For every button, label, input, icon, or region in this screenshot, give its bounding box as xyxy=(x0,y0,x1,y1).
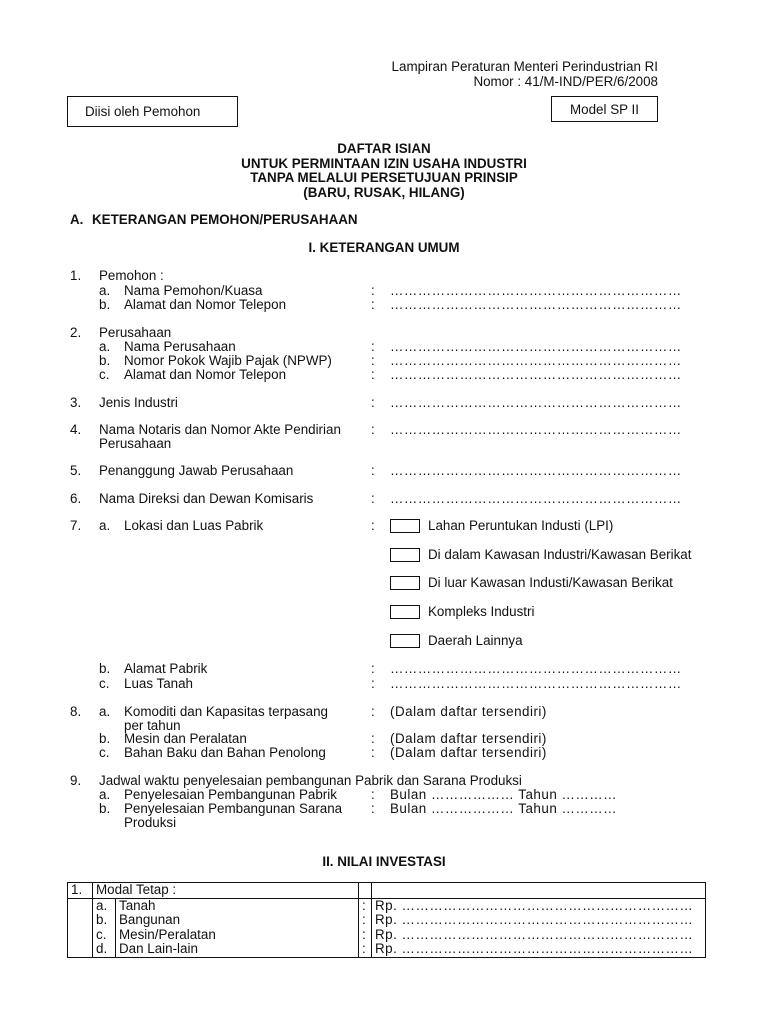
field-row xyxy=(70,731,710,746)
colon: : xyxy=(371,801,375,816)
item-8 xyxy=(70,704,710,719)
item-4-cont xyxy=(70,436,710,451)
field-label: Nama Pemohon/Kuasa xyxy=(124,283,263,298)
title-line: TANPA MELALUI PERSETUJUAN PRINSIP xyxy=(250,170,518,185)
checkbox-label: Daerah Lainnya xyxy=(428,633,523,648)
field-letter: c. xyxy=(99,676,110,691)
item-label: Jenis Industri xyxy=(99,395,178,410)
checkbox-outside-estate[interactable] xyxy=(390,576,420,590)
fill-in-blank[interactable]: ……………………………………………………… xyxy=(390,297,682,312)
item-number: 5. xyxy=(70,463,82,478)
checkbox-other-area[interactable] xyxy=(390,634,420,648)
amount-blank[interactable]: Rp. ……………………………………………………… xyxy=(372,898,706,913)
checkbox-label: Di luar Kawasan Industi/Kawasan Berikat xyxy=(428,575,673,590)
field-label: Bahan Baku dan Bahan Penolong xyxy=(124,745,326,760)
field-row xyxy=(70,339,710,354)
colon: : xyxy=(371,704,375,719)
fill-in-blank[interactable]: ……………………………………………………… xyxy=(390,339,682,354)
field-label: Nomor Pokok Wajib Pajak (NPWP) xyxy=(124,353,332,368)
field-label: per tahun xyxy=(124,718,181,733)
applicant-box-label: Diisi oleh Pemohon xyxy=(85,104,201,119)
field-row xyxy=(70,801,710,816)
investment-table xyxy=(67,882,706,958)
item-9-cont xyxy=(70,815,710,830)
applicant-box xyxy=(67,96,238,127)
table-cell: Tanah xyxy=(116,898,359,913)
table-cell: Bangunan xyxy=(116,913,359,928)
item-5 xyxy=(70,463,710,478)
item-label: Pemohon : xyxy=(99,268,164,283)
table-cell xyxy=(68,942,93,957)
item-3 xyxy=(70,395,710,410)
table-cell: : xyxy=(359,928,372,943)
field-label: Komoditi dan Kapasitas terpasang xyxy=(124,704,328,719)
colon: : xyxy=(371,283,375,298)
item-label: Perusahaan xyxy=(99,325,172,340)
field-letter: b. xyxy=(99,731,111,746)
checkbox-lpi[interactable] xyxy=(390,519,420,533)
fill-in-blank[interactable]: ……………………………………………………… xyxy=(390,353,682,368)
table-row xyxy=(68,898,706,913)
amount-blank[interactable]: Rp. ……………………………………………………… xyxy=(372,913,706,928)
colon: : xyxy=(371,745,375,760)
table-cell: Modal Tetap : xyxy=(93,883,359,899)
field-value: (Dalam daftar tersendiri) xyxy=(390,731,547,746)
model-box-label: Model SP II xyxy=(570,101,639,117)
field-row xyxy=(70,661,710,676)
field-letter: b. xyxy=(99,353,111,368)
table-cell: c. xyxy=(93,928,116,943)
table-cell: 1. xyxy=(68,883,93,899)
field-label: Penyelesaian Pembangunan Sarana xyxy=(124,801,343,816)
table-cell xyxy=(359,883,372,899)
date-blank[interactable]: Bulan ……………… Tahun ………… xyxy=(390,801,618,816)
checkbox-industrial-estate[interactable] xyxy=(390,548,420,562)
field-label: Mesin dan Peralatan xyxy=(124,731,247,746)
item-number: 4. xyxy=(70,422,82,437)
table-cell xyxy=(68,913,93,928)
title-line: (BARU, RUSAK, HILANG) xyxy=(303,184,465,200)
field-row xyxy=(70,676,710,691)
regulation-header xyxy=(392,60,658,89)
item-2 xyxy=(70,325,710,340)
fill-in-blank[interactable]: ……………………………………………………… xyxy=(390,463,682,478)
table-cell xyxy=(68,898,93,913)
item-number: 2. xyxy=(70,325,82,340)
field-letter: a. xyxy=(99,339,111,354)
colon: : xyxy=(371,422,375,437)
item-label: Nama Direksi dan Dewan Komisaris xyxy=(99,491,314,506)
item-number: 6. xyxy=(70,491,82,506)
colon: : xyxy=(371,676,375,691)
item-number: 3. xyxy=(70,395,82,410)
field-label: Luas Tanah xyxy=(124,676,193,691)
item-label: Jadwal waktu penyelesaian pembangunan Pabrik dan Sarana Produksi xyxy=(99,773,522,788)
field-label: Penyelesaian Pembangunan Pabrik xyxy=(124,787,337,802)
item-number: 7. xyxy=(70,518,82,533)
section-a-label: A. xyxy=(70,212,84,227)
field-row xyxy=(70,283,710,298)
field-label: Produksi xyxy=(124,815,177,830)
regulation-title: Lampiran Peraturan Menteri Perindustrian RI xyxy=(391,59,658,74)
field-letter: b. xyxy=(99,801,111,816)
colon: : xyxy=(371,518,375,533)
document-title xyxy=(0,142,768,200)
fill-in-blank[interactable]: ……………………………………………………… xyxy=(390,422,682,437)
model-box xyxy=(551,96,658,122)
section-i-heading: I. KETERANGAN UMUM xyxy=(308,240,460,255)
table-cell: b. xyxy=(93,913,116,928)
field-row xyxy=(70,353,710,368)
field-label: Lokasi dan Luas Pabrik xyxy=(124,518,264,533)
table-cell xyxy=(68,928,93,943)
table-cell: : xyxy=(359,913,372,928)
field-letter: c. xyxy=(99,367,110,382)
colon: : xyxy=(371,367,375,382)
item-number: 8. xyxy=(70,704,82,719)
field-row xyxy=(70,367,710,382)
section-a-title: KETERANGAN PEMOHON/PERUSAHAAN xyxy=(92,212,358,227)
colon: : xyxy=(371,353,375,368)
fill-in-blank[interactable]: ……………………………………………………… xyxy=(390,491,682,506)
field-label: Nama Perusahaan xyxy=(124,339,236,354)
item-number: 9. xyxy=(70,773,82,788)
colon: : xyxy=(371,491,375,506)
table-row xyxy=(68,942,706,957)
field-letter: a. xyxy=(99,704,111,719)
table-row xyxy=(68,913,706,928)
amount-blank[interactable]: Rp. ……………………………………………………… xyxy=(372,942,706,957)
table-cell: d. xyxy=(93,942,116,957)
field-row xyxy=(70,745,710,760)
fill-in-blank[interactable]: ……………………………………………………… xyxy=(390,283,682,298)
field-label: Alamat Pabrik xyxy=(124,661,208,676)
table-row xyxy=(68,928,706,943)
section-a-heading xyxy=(70,212,358,227)
field-label: Alamat dan Nomor Telepon xyxy=(124,297,287,312)
field-value: (Dalam daftar tersendiri) xyxy=(390,745,547,760)
table-cell: a. xyxy=(93,898,116,913)
field-letter: a. xyxy=(99,787,111,802)
title-line: DAFTAR ISIAN xyxy=(337,141,431,156)
field-letter: c. xyxy=(99,745,110,760)
colon: : xyxy=(371,395,375,410)
field-letter: b. xyxy=(99,661,111,676)
amount-blank[interactable]: Rp. ……………………………………………………… xyxy=(372,928,706,943)
colon: : xyxy=(371,297,375,312)
field-letter: a. xyxy=(99,518,111,533)
table-cell: : xyxy=(359,898,372,913)
item-1 xyxy=(70,268,710,283)
item-6 xyxy=(70,491,710,506)
date-blank[interactable]: Bulan ……………… Tahun ………… xyxy=(390,787,618,802)
field-value: (Dalam daftar tersendiri) xyxy=(390,704,547,719)
field-letter: b. xyxy=(99,297,111,312)
fill-in-blank[interactable]: ……………………………………………………… xyxy=(390,661,682,676)
item-number: 1. xyxy=(70,268,82,283)
colon: : xyxy=(371,463,375,478)
table-cell: : xyxy=(359,942,372,957)
colon: : xyxy=(371,731,375,746)
table-cell: Mesin/Peralatan xyxy=(116,928,359,943)
field-row xyxy=(70,787,710,802)
fill-in-blank[interactable]: ……………………………………………………… xyxy=(390,395,682,410)
regulation-number: Nomor : 41/M-IND/PER/6/2008 xyxy=(473,73,658,89)
checkbox-label: Kompleks Industri xyxy=(428,604,535,619)
checkbox-label: Lahan Peruntukan Industi (LPI) xyxy=(428,518,614,533)
table-cell: Dan Lain-lain xyxy=(116,942,359,957)
item-4 xyxy=(70,422,710,437)
item-label: Perusahaan xyxy=(99,436,172,451)
field-label: Alamat dan Nomor Telepon xyxy=(124,367,287,382)
colon: : xyxy=(371,339,375,354)
title-line: UNTUK PERMINTAAN IZIN USAHA INDUSTRI xyxy=(241,155,527,171)
item-label: Nama Notaris dan Nomor Akte Pendirian xyxy=(99,422,341,437)
field-letter: a. xyxy=(99,283,111,298)
field-row xyxy=(70,297,710,312)
checkbox-industrial-complex[interactable] xyxy=(390,605,420,619)
fill-in-blank[interactable]: ……………………………………………………… xyxy=(390,367,682,382)
colon: : xyxy=(371,787,375,802)
checkbox-label: Di dalam Kawasan Industri/Kawasan Berikat xyxy=(428,547,692,562)
item-label: Penanggung Jawab Perusahaan xyxy=(99,463,294,478)
colon: : xyxy=(371,661,375,676)
table-row xyxy=(68,883,706,899)
table-cell xyxy=(372,883,706,899)
fill-in-blank[interactable]: ……………………………………………………… xyxy=(390,676,682,691)
item-9 xyxy=(70,773,710,788)
section-ii-heading: II. NILAI INVESTASI xyxy=(322,854,446,869)
